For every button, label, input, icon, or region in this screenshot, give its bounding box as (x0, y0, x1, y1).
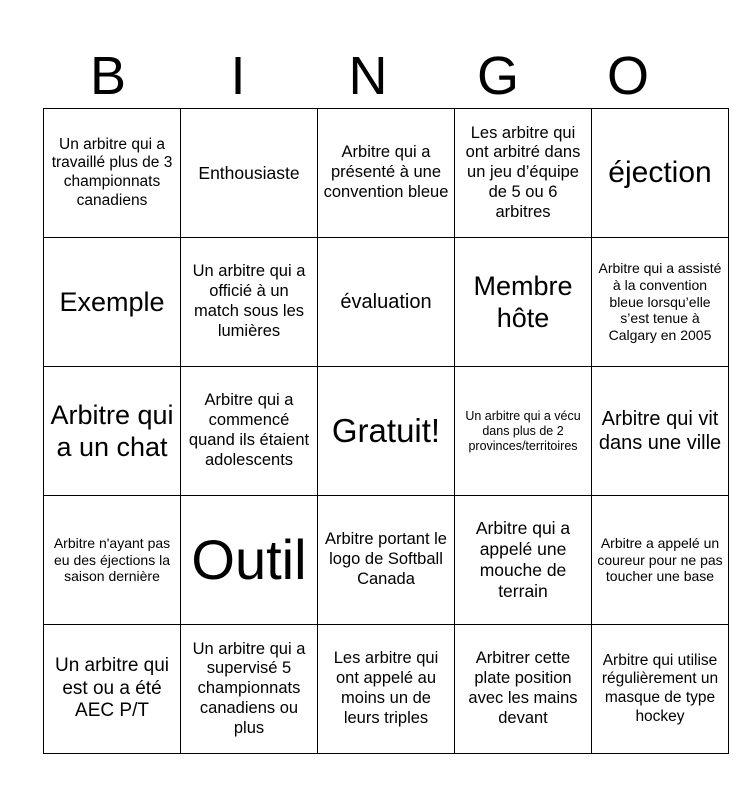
header-letter-o: O (606, 46, 649, 106)
bingo-cell[interactable]: Les arbitre qui ont arbitré dans un jeu d’équipe de 5 ou 6 arbitres (455, 109, 592, 238)
grid-row (44, 496, 729, 625)
bingo-cell[interactable]: éjection (592, 109, 729, 238)
bingo-cell[interactable]: Arbitre portant le logo de Softball Canada (318, 496, 455, 625)
grid-row (44, 238, 729, 367)
bingo-cell[interactable]: Arbitre a appelé un coureur pour ne pas toucher une base (592, 496, 729, 625)
header-letter-i: I (230, 46, 246, 106)
bingo-cell[interactable]: Enthousiaste (181, 109, 318, 238)
bingo-cell[interactable]: Un arbitre qui est ou a été AEC P/T (44, 625, 181, 754)
bingo-cell[interactable]: Outil (181, 496, 318, 625)
bingo-cell[interactable]: évaluation (318, 238, 455, 367)
free-space-cell[interactable]: Gratuit! (318, 367, 455, 496)
bingo-cell[interactable]: Exemple (44, 238, 181, 367)
header-letter-g: G (476, 46, 519, 106)
bingo-cell[interactable]: Membre hôte (455, 238, 592, 367)
bingo-cell[interactable]: Les arbitre qui ont appelé au moins un de leurs triples (318, 625, 455, 754)
grid-row (44, 109, 729, 238)
bingo-cell[interactable]: Arbitre qui a appelé une mouche de terrain (455, 496, 592, 625)
header-letter-n: N (348, 46, 388, 106)
bingo-cell[interactable]: Arbitre qui a commencé quand ils étaient adolescents (181, 367, 318, 496)
bingo-cell[interactable]: Arbitre qui a un chat (44, 367, 181, 496)
bingo-cell[interactable]: Un arbitre qui a officié à un match sous les lumières (181, 238, 318, 367)
bingo-cell[interactable]: Un arbitre qui a travaillé plus de 3 championnats canadiens (44, 109, 181, 238)
bingo-cell[interactable]: Arbitrer cette plate position avec les mains devant (455, 625, 592, 754)
bingo-cell[interactable]: Un arbitre qui a vécu dans plus de 2 provinces/territoires (455, 367, 592, 496)
bingo-cell[interactable]: Arbitre qui a assisté à la convention bleue lorsqu’elle s’est tenue à Calgary en 2005 (592, 238, 729, 367)
bingo-header (43, 44, 693, 108)
grid-row (44, 367, 729, 496)
bingo-cell[interactable]: Arbitre qui utilise régulièrement un masque de type hockey (592, 625, 729, 754)
bingo-cell[interactable]: Arbitre qui a présenté à une convention bleue (318, 109, 455, 238)
bingo-cell[interactable]: Arbitre n'ayant pas eu des éjections la saison dernière (44, 496, 181, 625)
bingo-grid (43, 108, 729, 754)
grid-row (44, 625, 729, 754)
header-letter-b: B (89, 46, 127, 106)
bingo-cell[interactable]: Un arbitre qui a supervisé 5 championnats canadiens ou plus (181, 625, 318, 754)
bingo-cell[interactable]: Arbitre qui vit dans une ville (592, 367, 729, 496)
